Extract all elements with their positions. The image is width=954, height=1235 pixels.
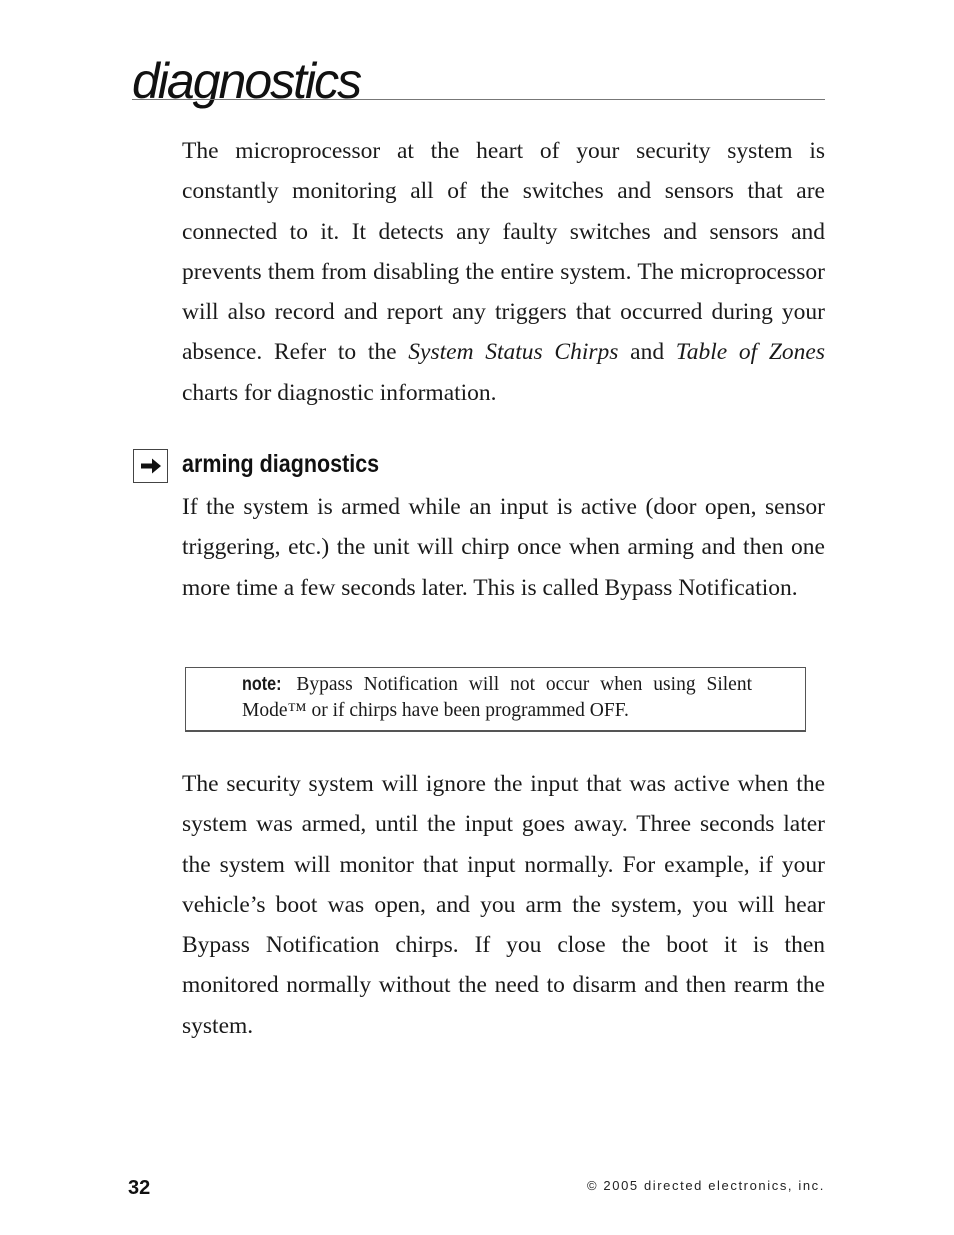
note-text bbox=[242, 672, 752, 724]
intro-text-1: The microprocessor at the heart of your security system is constantly monitoring all of the switches and sensors that are connected to it. It detects any faulty switches and sensors and prevents them from disabling the entire system. The microprocessor will also record and report any triggers that occurred during your absence. Refer to the bbox=[182, 138, 825, 366]
page-title: diagnostics bbox=[132, 53, 361, 109]
note-body: Bypass Notification will not occur when using Silent Mode™ or if chirps have been programmed OFF. bbox=[242, 674, 752, 721]
page-number: 32 bbox=[128, 1177, 151, 1199]
intro-text-2: and bbox=[618, 339, 676, 366]
system-status-chirps-reference: System Status Chirps bbox=[408, 339, 619, 366]
note-box bbox=[185, 667, 806, 732]
ignore-input-paragraph: The security system will ignore the input that was active when the system was armed, until the input goes away. Three seconds later the system will monitor that input normally. For example, if your vehicle’s boot was open, and you arm the system, you will hear Bypass Notification chirps. If you close the boot it is then monitored normally without the need to disarm and then rearm the system. bbox=[182, 771, 825, 1039]
copyright-notice: © 2005 directed electronics, inc. bbox=[587, 1178, 825, 1193]
intro-paragraph bbox=[182, 131, 825, 413]
title-rule bbox=[132, 99, 825, 100]
table-of-zones-reference: Table of Zones bbox=[675, 339, 826, 366]
intro-text-3: charts for diagnostic information. bbox=[182, 379, 497, 406]
bypass-notification-paragraph: If the system is armed while an input is active (door open, sensor triggering, etc.) the unit will chirp once when arming and then one more time a few seconds later. This is called Bypass Notification. bbox=[182, 494, 825, 601]
note-label: note: bbox=[242, 674, 282, 695]
arrow-icon-box bbox=[133, 449, 168, 483]
section-heading: arming diagnostics bbox=[182, 450, 380, 478]
right-arrow-icon bbox=[139, 457, 163, 475]
